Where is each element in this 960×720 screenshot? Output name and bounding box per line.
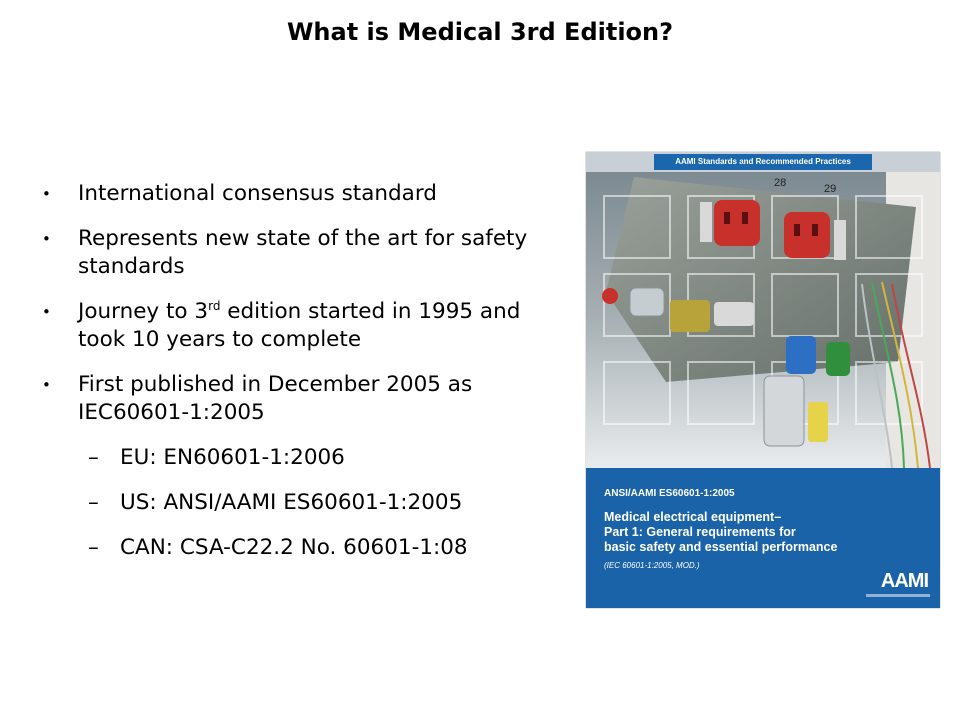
sub-bullet-text: US: ANSI/AAMI ES60601-1:2005 [120, 490, 463, 515]
cover-top-label: AAMI Standards and Recommended Practices [654, 154, 872, 170]
cover-title-line: Medical electrical equipment– [604, 510, 782, 524]
metal-panel [606, 177, 916, 382]
medical-panel-photo [586, 172, 940, 468]
outlet-label-29: 29 [824, 183, 837, 195]
bullet-text-post: edition started in 1995 and took 10 years to complete [78, 299, 521, 352]
aami-logo: AAMI [880, 570, 928, 592]
logo-tagline-bar [866, 594, 930, 597]
cover-title-line: Part 1: General requirements for [604, 525, 796, 539]
sub-list-item [40, 489, 540, 517]
sub-list-item [40, 534, 540, 562]
cover-title-line: basic safety and essential performance [604, 540, 838, 554]
bullet-glyph: • [42, 230, 51, 248]
bullet-text: First published in December 2005 as IEC60601-1:2005 [78, 372, 473, 425]
standard-cover-image [586, 152, 940, 608]
bullet-glyph: • [42, 376, 51, 394]
sub-list-item [40, 444, 540, 472]
outlet-label-28: 28 [774, 177, 787, 189]
dash-glyph: – [88, 535, 99, 560]
page-title: What is Medical 3rd Edition? [286, 18, 674, 46]
bullet-glyph: • [42, 185, 51, 203]
cover-title-block [586, 468, 940, 608]
dash-glyph: – [88, 445, 99, 470]
list-item [40, 180, 540, 208]
bullet-text: International consensus standard [78, 181, 437, 206]
sub-bullet-text: EU: EN60601-1:2006 [120, 445, 345, 470]
standard-code: ANSI/AAMI ES60601-1:2005 [604, 488, 735, 499]
cover-subtitle: (IEC 60601-1:2005, MOD.) [604, 561, 700, 570]
bullet-text-pre: Journey to 3 [78, 299, 209, 324]
sub-bullet-text: CAN: CSA-C22.2 No. 60601-1:08 [120, 535, 468, 560]
bullet-glyph: • [42, 303, 51, 321]
list-item [40, 225, 540, 281]
bullet-list [40, 180, 540, 579]
list-item [40, 371, 540, 427]
dash-glyph: – [88, 490, 99, 515]
bullet-text: Represents new state of the art for safety standards [78, 226, 528, 279]
bullet-text-sup: rd [208, 298, 221, 313]
list-item [40, 298, 540, 354]
